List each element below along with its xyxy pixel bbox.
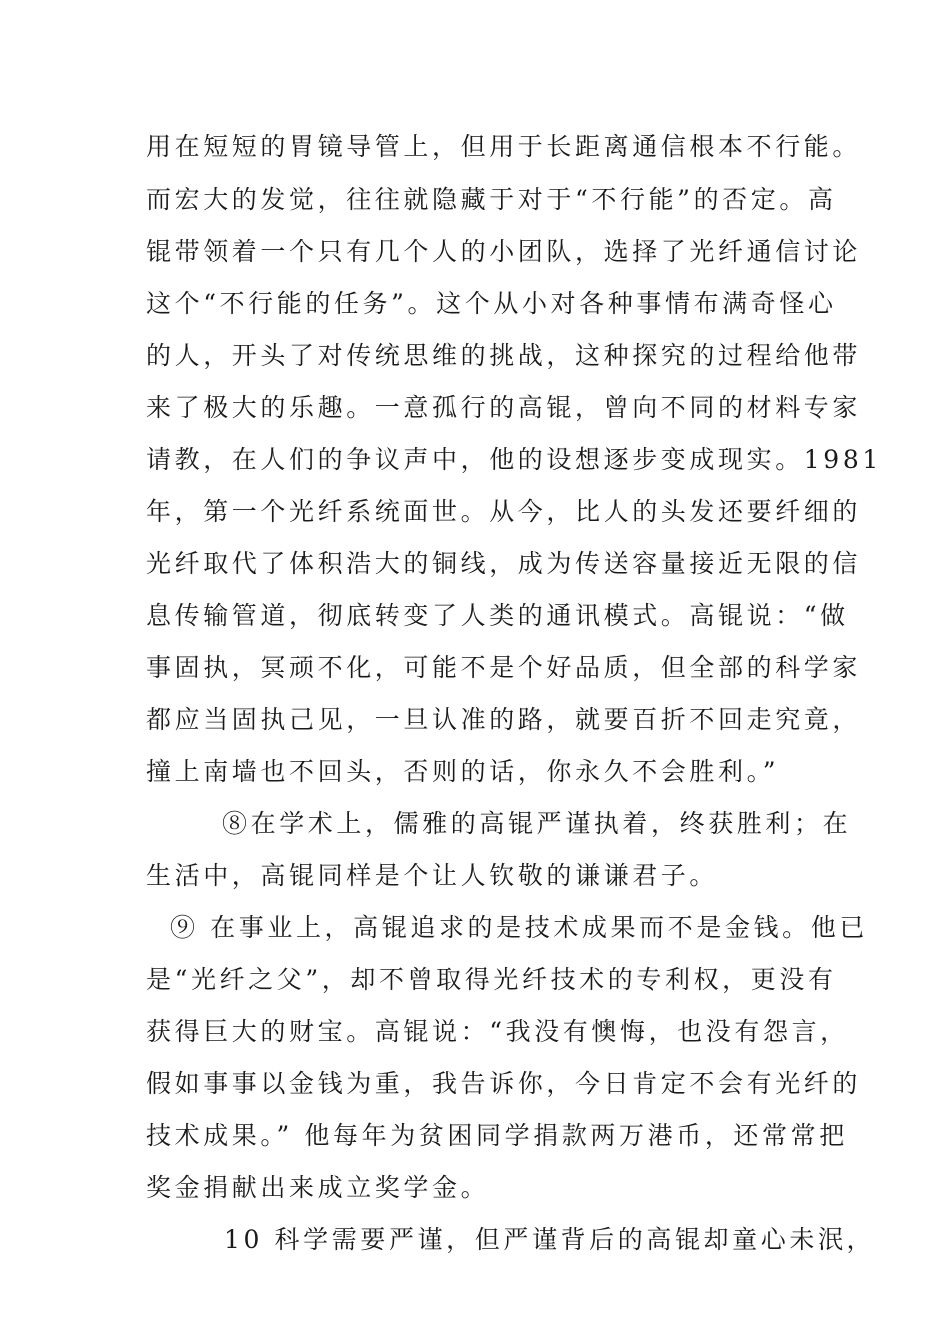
text-line: 来了极大的乐趣。一意孤行的高锟，曾向不同的材料专家 — [146, 393, 862, 422]
paragraph-8-first-line: ⑧在学术上，儒雅的高锟严谨执着，终获胜利；在 — [222, 809, 852, 838]
text-line: 年，第一个光纤系统面世。从今，比人的头发还要纤细的 — [146, 497, 862, 526]
text-line: 是“光纤之父”，却不曾取得光纤技术的专利权，更没有 — [146, 965, 837, 994]
paragraph-10-first-line: 10 科学需要严谨，但严谨背后的高锟却童心未泯， — [224, 1225, 876, 1254]
text-line: 光纤取代了体积浩大的铜线，成为传送容量接近无限的信 — [146, 549, 862, 578]
text-line: 都应当固执己见，一旦认准的路，就要百折不回走究竟， — [146, 705, 862, 734]
text-line: 而宏大的发觉，往往就隐藏于对于“不行能”的否定。高 — [146, 185, 837, 214]
text-line: 撞上南墙也不回头，否则的话，你永久不会胜利。” — [146, 757, 780, 786]
text-line: 事固执，冥顽不化，可能不是个好品质，但全部的科学家 — [146, 653, 862, 682]
text-line: 奖金捐献出来成立奖学金。 — [146, 1173, 490, 1202]
text-line: 技术成果。” 他每年为贫困同学捐款两万港币，还常常把 — [146, 1121, 848, 1150]
paragraph-9-first-line: ⑨ 在事业上，高锟追求的是技术成果而不是金钱。他已 — [170, 913, 868, 942]
text-line: 的人，开头了对传统思维的挑战，这种探究的过程给他带 — [146, 341, 862, 370]
text-line: 用在短短的胃镜导管上，但用于长距离通信根本不行能。 — [146, 132, 862, 161]
text-line: 锟带领着一个只有几个人的小团队，选择了光纤通信讨论 — [146, 237, 862, 266]
text-line: 生活中，高锟同样是个让人钦敬的谦谦君子。 — [146, 861, 719, 890]
text-line: 假如事事以金钱为重，我告诉你，今日肯定不会有光纤的 — [146, 1069, 862, 1098]
text-line: 息传输管道，彻底转变了人类的通讯模式。高锟说：“做 — [146, 601, 849, 630]
text-line: 请教，在人们的争议声中，他的设想逐步变成现实。1981 — [146, 445, 882, 474]
text-line: 获得巨大的财宝。高锟说：“我没有懊悔，也没有怨言， — [146, 1017, 849, 1046]
text-line: 这个“不行能的任务”。这个从小对各种事情布满奇怪心 — [146, 289, 837, 318]
